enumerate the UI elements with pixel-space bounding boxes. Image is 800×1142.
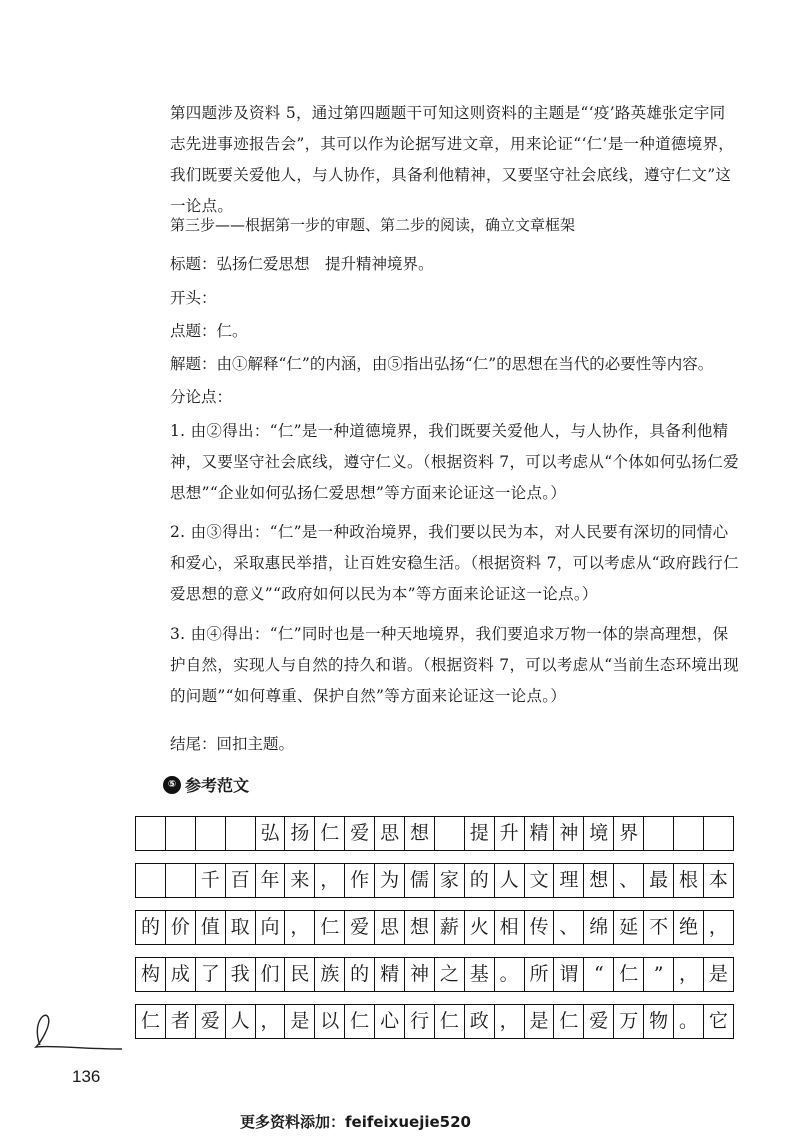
essay-cell: 、	[554, 911, 584, 945]
essay-grid-row	[135, 957, 734, 992]
essay-cell: 了	[195, 958, 225, 992]
essay-cell: 提	[464, 817, 494, 851]
essay-cell	[195, 817, 225, 851]
essay-cell: “	[584, 958, 614, 992]
outline-ending: 结尾：回扣主题。	[170, 735, 295, 753]
essay-cell: 来	[285, 864, 315, 898]
essay-grid-row	[135, 816, 734, 851]
essay-cell: 绵	[584, 911, 614, 945]
essay-cell: ，	[315, 864, 345, 898]
essay-cell: 仁	[315, 911, 345, 945]
essay-cell: 想	[584, 864, 614, 898]
essay-cell: ，	[494, 1005, 524, 1039]
essay-cell: ，	[285, 911, 315, 945]
essay-cell: 之	[434, 958, 464, 992]
essay-cell: 升	[494, 817, 524, 851]
essay-cell: 为	[375, 864, 405, 898]
handwritten-mark-icon	[22, 1005, 132, 1055]
essay-cell: 百	[225, 864, 255, 898]
outline-title: 标题：弘扬仁爱思想 提升精神境界。	[170, 255, 434, 273]
step-three-heading: 第三步——根据第一步的审题、第二步的阅读，确立文章框架	[170, 216, 576, 234]
essay-cell: 是	[285, 1005, 315, 1039]
essay-cell: 仁	[554, 1005, 584, 1039]
essay-cell: 理	[554, 864, 584, 898]
essay-cell: 我	[225, 958, 255, 992]
essay-cell: 行	[405, 1005, 435, 1039]
essay-cell: 构	[136, 958, 166, 992]
essay-cell	[165, 817, 195, 851]
essay-grid-row	[135, 1004, 734, 1039]
essay-cell: 相	[494, 911, 524, 945]
essay-cell: 最	[644, 864, 674, 898]
outline-subpoints: 分论点：	[170, 388, 233, 406]
essay-cell: 心	[375, 1005, 405, 1039]
subpoint-1: 1. 由②得出：“仁”是一种道德境界，我们既要关爱他人，与人协作，具备利他精神，又要坚守社会底线，遵守仁义。（根据资料 7，可以考虑从“个体如何弘扬仁爱思想”“企业如何弘扬仁爱思想”等方面来论证这一论点。）	[170, 422, 739, 502]
essay-cell: 本	[703, 864, 733, 898]
essay-cell: 的	[464, 864, 494, 898]
essay-cell: 是	[524, 1005, 554, 1039]
essay-cell: 仁	[345, 1005, 375, 1039]
essay-cell: 传	[524, 911, 554, 945]
essay-cell: 们	[255, 958, 285, 992]
essay-grid-row	[135, 863, 734, 898]
essay-cell: 是	[703, 958, 733, 992]
essay-cell: 人	[225, 1005, 255, 1039]
essay-cell: 物	[644, 1005, 674, 1039]
essay-cell: ，	[703, 911, 733, 945]
essay-cell: ，	[674, 958, 704, 992]
essay-cell: 的	[345, 958, 375, 992]
essay-cell: 想	[405, 817, 435, 851]
essay-cell: 年	[255, 864, 285, 898]
essay-cell: 。	[674, 1005, 704, 1039]
essay-cell: 族	[315, 958, 345, 992]
section-badge-icon: ⑤	[163, 776, 181, 794]
essay-cell: ”	[644, 958, 674, 992]
section-heading	[163, 773, 249, 796]
essay-cell: 家	[434, 864, 464, 898]
essay-cell	[434, 817, 464, 851]
essay-cell: 向	[255, 911, 285, 945]
essay-cell: 以	[315, 1005, 345, 1039]
essay-cell: 的	[136, 911, 166, 945]
essay-cell: 人	[494, 864, 524, 898]
outline-point: 点题：仁。	[170, 322, 248, 340]
essay-cell: ，	[255, 1005, 285, 1039]
essay-cell: 仁	[614, 958, 644, 992]
essay-cell: 精	[375, 958, 405, 992]
page-number: 136	[72, 1067, 101, 1086]
essay-cell	[136, 817, 166, 851]
essay-cell: 取	[225, 911, 255, 945]
essay-cell: 境	[584, 817, 614, 851]
essay-cell: 不	[644, 911, 674, 945]
essay-cell	[136, 864, 166, 898]
essay-cell	[165, 864, 195, 898]
essay-cell: 爱	[195, 1005, 225, 1039]
essay-cell: 作	[345, 864, 375, 898]
essay-cell: 神	[554, 817, 584, 851]
essay-cell	[644, 817, 674, 851]
essay-cell: 政	[464, 1005, 494, 1039]
essay-cell	[703, 817, 733, 851]
essay-cell: 薪	[434, 911, 464, 945]
essay-cell: 仁	[434, 1005, 464, 1039]
essay-cell: 仁	[315, 817, 345, 851]
essay-cell: 儒	[405, 864, 435, 898]
essay-cell: 爱	[345, 911, 375, 945]
essay-cell: 绝	[674, 911, 704, 945]
essay-cell: 爱	[584, 1005, 614, 1039]
essay-cell: 它	[703, 1005, 733, 1039]
essay-cell: 思	[375, 911, 405, 945]
essay-cell: 延	[614, 911, 644, 945]
essay-cell: 价	[165, 911, 195, 945]
essay-cell: 者	[165, 1005, 195, 1039]
essay-cell: 弘	[255, 817, 285, 851]
essay-cell: 扬	[285, 817, 315, 851]
essay-cell: 想	[405, 911, 435, 945]
essay-grid-row	[135, 910, 734, 945]
essay-cell: 成	[165, 958, 195, 992]
essay-cell: 神	[405, 958, 435, 992]
outline-explain: 解题：由①解释“仁”的内涵，由⑤指出弘扬“仁”的思想在当代的必要性等内容。	[170, 355, 714, 373]
essay-cell: 所	[524, 958, 554, 992]
essay-cell: 谓	[554, 958, 584, 992]
essay-cell: 值	[195, 911, 225, 945]
essay-cell: 。	[494, 958, 524, 992]
essay-cell: 文	[524, 864, 554, 898]
outline-opening: 开头：	[170, 289, 217, 307]
essay-cell: 精	[524, 817, 554, 851]
essay-cell: 万	[614, 1005, 644, 1039]
essay-cell	[674, 817, 704, 851]
paragraph-material-5: 第四题涉及资料 5，通过第四题题干可知这则资料的主题是“‘疫’路英雄张定宇同志先进事迹报告会”，其可以作为论据写进文章，用来论证“‘仁’是一种道德境界，我们既要关爱他人，与人协作，具备利他精神，又要坚守社会底线，遵守仁文”这一论点。	[170, 104, 735, 215]
footer-note: 更多资料添加：feifeixuejie520	[240, 1113, 471, 1131]
essay-cell: 基	[464, 958, 494, 992]
essay-cell	[225, 817, 255, 851]
section-title: 参考范文	[185, 776, 250, 795]
essay-cell: 千	[195, 864, 225, 898]
essay-cell: 火	[464, 911, 494, 945]
subpoint-2: 2. 由③得出：“仁”是一种政治境界，我们要以民为本，对人民要有深切的同情心和爱心，采取惠民举措，让百姓安稳生活。（根据资料 7，可以考虑从“政府践行仁爱思想的意义”“政府如何以民为本”等方面来论证这一论点。）	[170, 523, 739, 603]
essay-cell: 民	[285, 958, 315, 992]
subpoint-3: 3. 由④得出：“仁”同时也是一种天地境界，我们要追求万物一体的崇高理想，保护自然，实现人与自然的持久和谐。（根据资料 7，可以考虑从“当前生态环境出现的问题”“如何尊重、保护自然”等方面来论证这一论点。）	[170, 625, 739, 705]
essay-cell: 、	[614, 864, 644, 898]
essay-cell: 界	[614, 817, 644, 851]
essay-cell: 仁	[136, 1005, 166, 1039]
essay-cell: 根	[674, 864, 704, 898]
essay-cell: 思	[375, 817, 405, 851]
essay-cell: 爱	[345, 817, 375, 851]
